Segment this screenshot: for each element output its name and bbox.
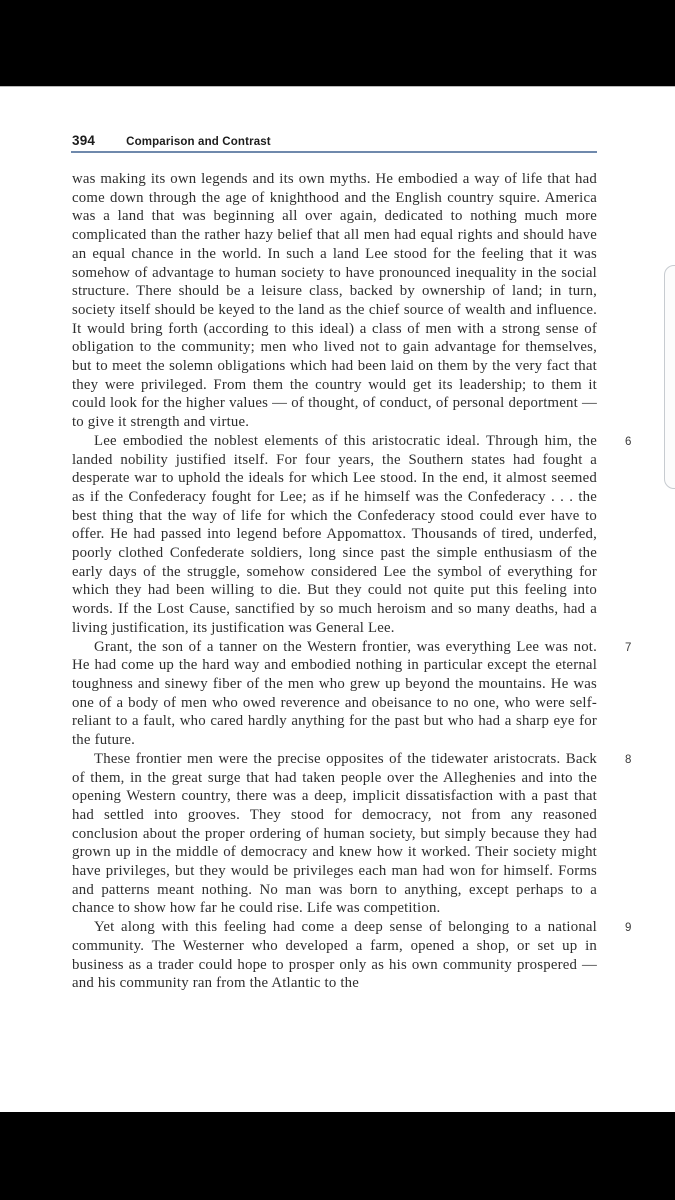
scrollbar-thumb[interactable] bbox=[664, 265, 675, 489]
page-header bbox=[72, 133, 597, 148]
paragraph-text: Yet along with this feeling had come a deep sense of belonging to a national community. The Westerner who developed a farm, opened a shop, or set up in business as a trader could hope to prosper only as his own community prospered — and his community ran from the Atlantic to the bbox=[72, 919, 597, 992]
book-page bbox=[0, 87, 675, 1112]
paragraph-number: 9 bbox=[625, 922, 632, 935]
chapter-title: Comparison and Contrast bbox=[126, 136, 271, 148]
paragraph-text: was making its own legends and its own myths. He embodied a way of life that had come down through the age of knighthood and the English country squire. America was a land that was beginning all over again, dedicated to nothing much more complicated than the rather hazy belief that all men had equal rights and should have an equal chance in the world. In such a land Lee stood for the feeling that it was somehow of advantage to human society to have pronounced inequality in the social structure. There should be a leisure class, backed by ownership of land; in turn, society itself should be keyed to the land as the chief source of wealth and influence. It would bring forth (according to this ideal) a class of men with a strong sense of obligation to the community; men who lived not to gain advantage for themselves, but to meet the solemn obligations which had been laid on them by the very fact that they were privileged. From them the country would get its leadership; to them it could look for the higher values — of thought, of conduct, of personal deportment — to give it strength and virtue. bbox=[72, 171, 597, 431]
paragraph-text: These frontier men were the precise opposites of the tidewater aristocrats. Back of them, in the great surge that had taken people over the Alleghenies and into the opening Western country, there was a deep, implicit dissatisfaction with a past that had settled into grooves. They stood for democracy, not from any reasoned conclusion about the proper ordering of human society, but simply because they had grown up in the middle of democracy and knew how it worked. Their society might have privileges, but they would be privileges each man had won for himself. Forms and patterns meant nothing. No man was born to anything, except perhaps to a chance to show how far he could rise. Life was competition. bbox=[72, 750, 597, 917]
paragraph-text: Lee embodied the noblest elements of this aristocratic ideal. Through him, the landed nobility justified itself. For four years, the Southern states had fought a desperate war to uphold the ideals for which Lee stood. In the end, it almost seemed as if the Confederacy fought for Lee; as if he himself was the Confederacy . . . the best thing that the way of life for which the Confederacy stood could ever have to offer. He had passed into legend before Appomattox. Thousands of tired, underfed, poorly clothed Confederate soldiers, long since past the simple enthusiasm of the early days of the struggle, somehow considered Lee the symbol of everything for which they had been willing to die. But they could not quite put this feeling into words. If the Lost Cause, sanctified by so much heroism and so many deaths, had a living justification, its justification was General Lee. bbox=[72, 432, 597, 636]
paragraph bbox=[72, 432, 632, 638]
paragraph bbox=[72, 638, 632, 750]
page-body-text bbox=[72, 170, 632, 993]
paragraph-text: Grant, the son of a tanner on the Western frontier, was everything Lee was not. He had come up the hard way and embodied nothing in particular except the eternal toughness and sinewy fiber of the men who grew up beyond the mountains. He was one of a body of men who owed reverence and obeisance to no one, who were self-reliant to a fault, who cared hardly anything for the past but who had a sharp eye for the future. bbox=[72, 638, 597, 749]
bottom-black-bar bbox=[0, 1112, 675, 1200]
top-black-bar bbox=[0, 0, 675, 87]
paragraph-number: 8 bbox=[625, 753, 632, 766]
paragraph bbox=[72, 750, 632, 918]
paragraph bbox=[72, 918, 632, 993]
paragraph bbox=[72, 170, 597, 432]
paragraph-number: 7 bbox=[625, 641, 632, 654]
header-rule bbox=[71, 151, 597, 153]
paragraph-number: 6 bbox=[625, 435, 632, 448]
page-number: 394 bbox=[72, 133, 96, 148]
